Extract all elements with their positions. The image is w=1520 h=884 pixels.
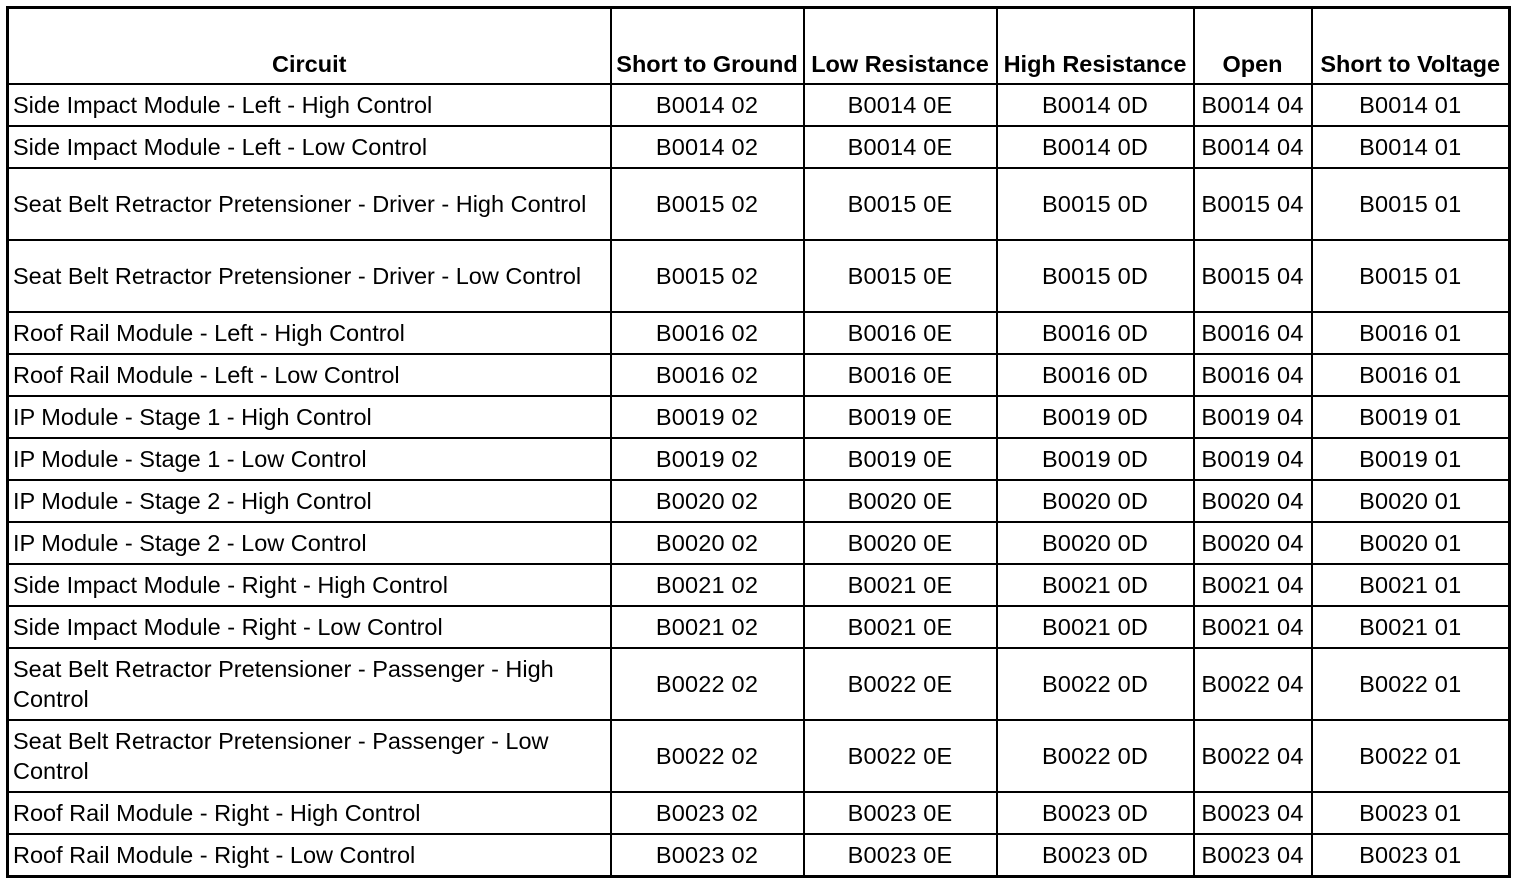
open-cell: B0014 04 xyxy=(1194,84,1312,126)
short-to-voltage-cell: B0014 01 xyxy=(1312,84,1510,126)
high-resistance-cell: B0019 0D xyxy=(997,438,1194,480)
high-resistance-cell: B0016 0D xyxy=(997,312,1194,354)
open-cell: B0014 04 xyxy=(1194,126,1312,168)
low-resistance-cell: B0019 0E xyxy=(804,438,997,480)
high-resistance-cell: B0015 0D xyxy=(997,240,1194,312)
high-resistance-cell: B0020 0D xyxy=(997,480,1194,522)
low-resistance-cell: B0021 0E xyxy=(804,564,997,606)
circuit-cell: Seat Belt Retractor Pretensioner - Passenger - Low Control xyxy=(8,720,611,792)
circuit-cell: Roof Rail Module - Left - Low Control xyxy=(8,354,611,396)
short-to-voltage-cell: B0021 01 xyxy=(1312,606,1510,648)
table-row xyxy=(8,792,1510,834)
short-to-ground-cell: B0021 02 xyxy=(611,606,804,648)
low-resistance-cell: B0014 0E xyxy=(804,84,997,126)
short-to-voltage-cell: B0015 01 xyxy=(1312,168,1510,240)
table-row xyxy=(8,720,1510,792)
circuit-cell: Roof Rail Module - Right - High Control xyxy=(8,792,611,834)
low-resistance-cell: B0016 0E xyxy=(804,312,997,354)
low-resistance-cell: B0021 0E xyxy=(804,606,997,648)
short-to-ground-cell: B0020 02 xyxy=(611,522,804,564)
short-to-voltage-cell: B0023 01 xyxy=(1312,792,1510,834)
open-cell: B0023 04 xyxy=(1194,834,1312,877)
high-resistance-cell: B0023 0D xyxy=(997,792,1194,834)
table-row xyxy=(8,606,1510,648)
table-row xyxy=(8,522,1510,564)
low-resistance-cell: B0014 0E xyxy=(804,126,997,168)
table-row xyxy=(8,354,1510,396)
circuit-cell: Seat Belt Retractor Pretensioner - Driver - High Control xyxy=(8,168,611,240)
table-row xyxy=(8,126,1510,168)
high-resistance-cell: B0023 0D xyxy=(997,834,1194,877)
short-to-ground-cell: B0023 02 xyxy=(611,834,804,877)
dtc-table-container xyxy=(6,6,1508,878)
short-to-voltage-cell: B0020 01 xyxy=(1312,522,1510,564)
header-low-resistance: Low Resistance xyxy=(804,8,997,85)
short-to-ground-cell: B0016 02 xyxy=(611,312,804,354)
high-resistance-cell: B0022 0D xyxy=(997,720,1194,792)
low-resistance-cell: B0023 0E xyxy=(804,834,997,877)
short-to-voltage-cell: B0020 01 xyxy=(1312,480,1510,522)
low-resistance-cell: B0022 0E xyxy=(804,720,997,792)
open-cell: B0016 04 xyxy=(1194,354,1312,396)
table-row xyxy=(8,312,1510,354)
high-resistance-cell: B0021 0D xyxy=(997,564,1194,606)
short-to-ground-cell: B0023 02 xyxy=(611,792,804,834)
short-to-voltage-cell: B0021 01 xyxy=(1312,564,1510,606)
table-row xyxy=(8,648,1510,720)
header-high-resistance: High Resistance xyxy=(997,8,1194,85)
circuit-cell: Seat Belt Retractor Pretensioner - Passenger - High Control xyxy=(8,648,611,720)
circuit-cell: IP Module - Stage 1 - High Control xyxy=(8,396,611,438)
high-resistance-cell: B0020 0D xyxy=(997,522,1194,564)
circuit-cell: IP Module - Stage 2 - Low Control xyxy=(8,522,611,564)
circuit-cell: Side Impact Module - Right - High Control xyxy=(8,564,611,606)
short-to-ground-cell: B0014 02 xyxy=(611,84,804,126)
short-to-voltage-cell: B0022 01 xyxy=(1312,720,1510,792)
low-resistance-cell: B0019 0E xyxy=(804,396,997,438)
open-cell: B0020 04 xyxy=(1194,522,1312,564)
short-to-ground-cell: B0020 02 xyxy=(611,480,804,522)
circuit-cell: Seat Belt Retractor Pretensioner - Driver - Low Control xyxy=(8,240,611,312)
open-cell: B0020 04 xyxy=(1194,480,1312,522)
table-row xyxy=(8,396,1510,438)
short-to-ground-cell: B0022 02 xyxy=(611,720,804,792)
low-resistance-cell: B0022 0E xyxy=(804,648,997,720)
short-to-voltage-cell: B0015 01 xyxy=(1312,240,1510,312)
table-row xyxy=(8,834,1510,877)
circuit-cell: IP Module - Stage 1 - Low Control xyxy=(8,438,611,480)
open-cell: B0015 04 xyxy=(1194,168,1312,240)
open-cell: B0022 04 xyxy=(1194,648,1312,720)
open-cell: B0019 04 xyxy=(1194,438,1312,480)
low-resistance-cell: B0016 0E xyxy=(804,354,997,396)
short-to-ground-cell: B0022 02 xyxy=(611,648,804,720)
high-resistance-cell: B0019 0D xyxy=(997,396,1194,438)
short-to-voltage-cell: B0016 01 xyxy=(1312,354,1510,396)
short-to-ground-cell: B0015 02 xyxy=(611,168,804,240)
circuit-cell: Side Impact Module - Left - Low Control xyxy=(8,126,611,168)
low-resistance-cell: B0020 0E xyxy=(804,522,997,564)
short-to-voltage-cell: B0014 01 xyxy=(1312,126,1510,168)
high-resistance-cell: B0015 0D xyxy=(997,168,1194,240)
low-resistance-cell: B0023 0E xyxy=(804,792,997,834)
short-to-voltage-cell: B0016 01 xyxy=(1312,312,1510,354)
table-row xyxy=(8,438,1510,480)
high-resistance-cell: B0014 0D xyxy=(997,84,1194,126)
short-to-voltage-cell: B0019 01 xyxy=(1312,396,1510,438)
open-cell: B0023 04 xyxy=(1194,792,1312,834)
table-body xyxy=(8,84,1510,877)
short-to-voltage-cell: B0023 01 xyxy=(1312,834,1510,877)
open-cell: B0022 04 xyxy=(1194,720,1312,792)
short-to-ground-cell: B0019 02 xyxy=(611,438,804,480)
table-row xyxy=(8,480,1510,522)
high-resistance-cell: B0014 0D xyxy=(997,126,1194,168)
header-open: Open xyxy=(1194,8,1312,85)
circuit-cell: Roof Rail Module - Right - Low Control xyxy=(8,834,611,877)
circuit-cell: Side Impact Module - Right - Low Control xyxy=(8,606,611,648)
circuit-cell: Roof Rail Module - Left - High Control xyxy=(8,312,611,354)
low-resistance-cell: B0015 0E xyxy=(804,168,997,240)
header-circuit: Circuit xyxy=(8,8,611,85)
low-resistance-cell: B0015 0E xyxy=(804,240,997,312)
short-to-ground-cell: B0016 02 xyxy=(611,354,804,396)
header-short-to-voltage: Short to Voltage xyxy=(1312,8,1510,85)
short-to-ground-cell: B0014 02 xyxy=(611,126,804,168)
table-row xyxy=(8,168,1510,240)
table-row xyxy=(8,84,1510,126)
low-resistance-cell: B0020 0E xyxy=(804,480,997,522)
open-cell: B0019 04 xyxy=(1194,396,1312,438)
table-header xyxy=(8,8,1510,85)
short-to-voltage-cell: B0022 01 xyxy=(1312,648,1510,720)
short-to-ground-cell: B0015 02 xyxy=(611,240,804,312)
high-resistance-cell: B0022 0D xyxy=(997,648,1194,720)
header-row xyxy=(8,8,1510,85)
open-cell: B0021 04 xyxy=(1194,564,1312,606)
short-to-ground-cell: B0021 02 xyxy=(611,564,804,606)
circuit-cell: IP Module - Stage 2 - High Control xyxy=(8,480,611,522)
circuit-cell: Side Impact Module - Left - High Control xyxy=(8,84,611,126)
short-to-ground-cell: B0019 02 xyxy=(611,396,804,438)
open-cell: B0015 04 xyxy=(1194,240,1312,312)
header-short-to-ground: Short to Ground xyxy=(611,8,804,85)
table-row xyxy=(8,564,1510,606)
open-cell: B0016 04 xyxy=(1194,312,1312,354)
open-cell: B0021 04 xyxy=(1194,606,1312,648)
dtc-table xyxy=(6,6,1511,878)
high-resistance-cell: B0016 0D xyxy=(997,354,1194,396)
high-resistance-cell: B0021 0D xyxy=(997,606,1194,648)
table-row xyxy=(8,240,1510,312)
short-to-voltage-cell: B0019 01 xyxy=(1312,438,1510,480)
